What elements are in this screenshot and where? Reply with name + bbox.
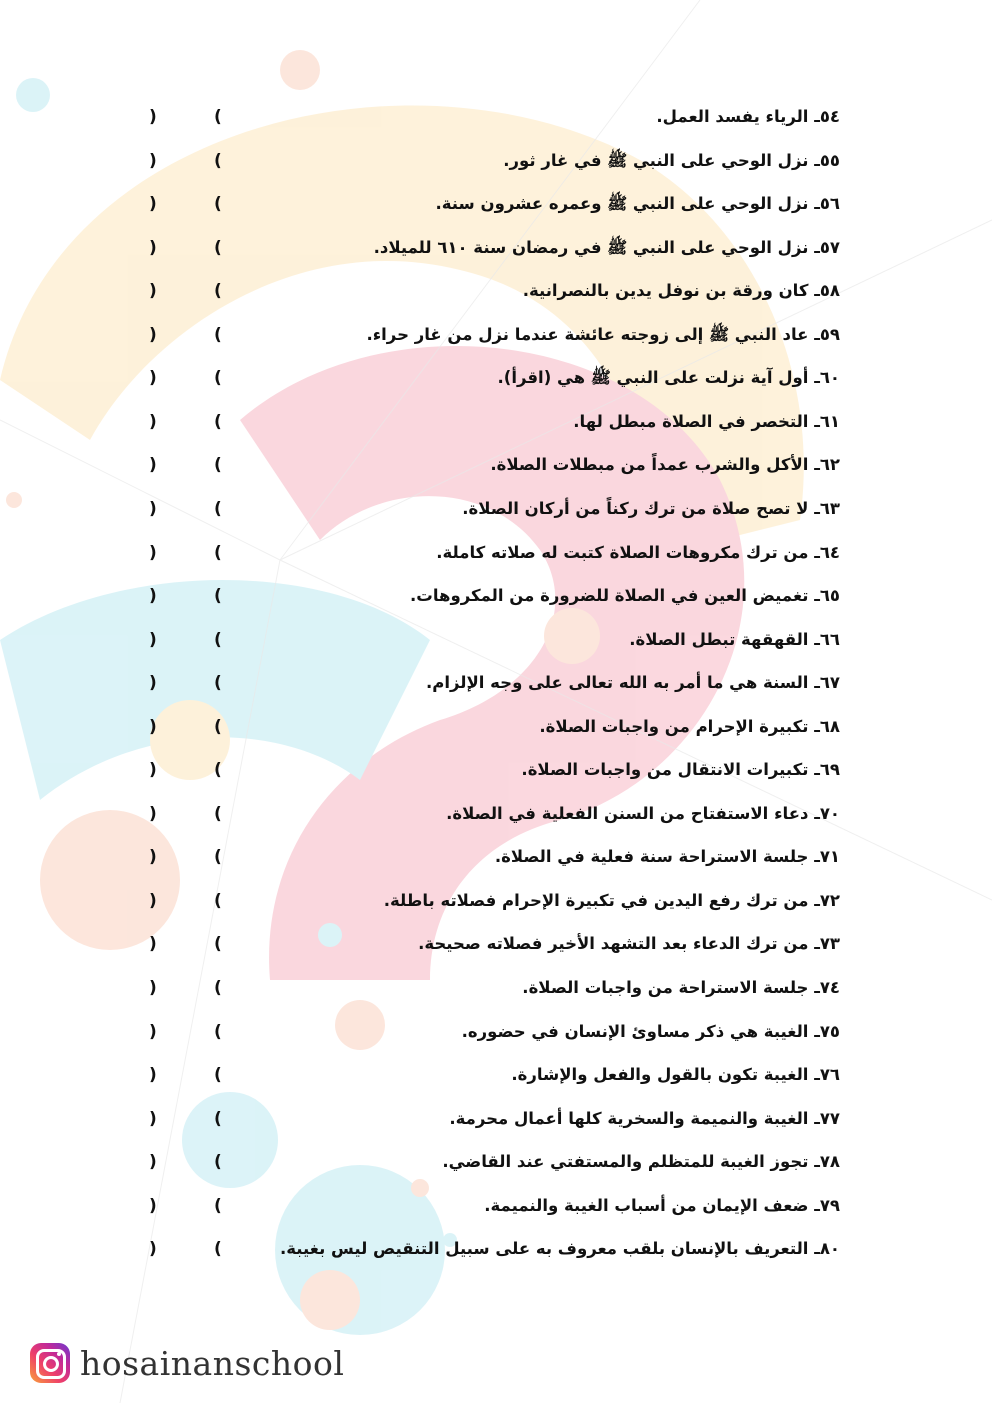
question-row — [0, 668, 992, 698]
question-statement: ٥٦ـ نزل الوحي على النبي ﷺ وعمره عشرون سنة. — [435, 194, 840, 213]
answer-close-paren: ) — [149, 194, 157, 214]
answer-open-paren: ( — [214, 1196, 222, 1216]
footer-brand — [30, 1338, 344, 1388]
answer-close-paren: ) — [149, 1109, 157, 1129]
question-text: تجوز الغيبة للمتظلم والمستفتي عند القاضي. — [442, 1152, 809, 1171]
answer-blank[interactable] — [160, 146, 212, 176]
question-number: ٦١ — [819, 412, 840, 431]
question-statement: ٧١ـ جلسة الاستراحة سنة فعلية في الصلاة. — [494, 847, 840, 866]
question-row — [0, 1104, 992, 1134]
question-text: الغيبة تكون بالقول والفعل والإشارة. — [511, 1065, 809, 1084]
answer-open-paren: ( — [214, 760, 222, 780]
answer-close-paren: ) — [149, 891, 157, 911]
answer-close-paren: ) — [149, 325, 157, 345]
answer-open-paren: ( — [214, 1109, 222, 1129]
answer-close-paren: ) — [149, 673, 157, 693]
answer-blank[interactable] — [160, 1060, 212, 1090]
answer-blank[interactable] — [160, 886, 212, 916]
answer-open-paren: ( — [214, 1065, 222, 1085]
question-statement: ٦٦ـ القهقهة تبطل الصلاة. — [629, 630, 840, 649]
question-statement: ٨٠ـ التعريف بالإنسان بلقب معروف به على سبيل التنقيص ليس بغيبة. — [280, 1239, 840, 1258]
question-statement: ٧٠ـ دعاء الاستفتاح من السنن الفعلية في الصلاة. — [446, 804, 840, 823]
answer-open-paren: ( — [214, 238, 222, 258]
answer-open-paren: ( — [214, 499, 222, 519]
answer-open-paren: ( — [214, 325, 222, 345]
question-number: ٥٦ — [819, 194, 840, 213]
answer-blank[interactable] — [160, 929, 212, 959]
question-number: ٨٠ — [819, 1239, 840, 1258]
question-number: ٧٤ — [819, 978, 840, 997]
answer-blank[interactable] — [160, 625, 212, 655]
question-row — [0, 494, 992, 524]
answer-open-paren: ( — [214, 978, 222, 998]
question-row — [0, 1191, 992, 1221]
question-row — [0, 625, 992, 655]
question-statement: ٧٩ـ ضعف الإيمان من أسباب الغيبة والنميمة. — [484, 1196, 840, 1215]
question-statement: ٧٥ـ الغيبة هي ذكر مساوئ الإنسان في حضوره. — [461, 1022, 840, 1041]
answer-close-paren: ) — [149, 978, 157, 998]
answer-open-paren: ( — [214, 630, 222, 650]
answer-close-paren: ) — [149, 1022, 157, 1042]
question-statement: ٦٠ـ أول آية نزلت على النبي ﷺ هي (اقرأ). — [497, 368, 840, 387]
answer-close-paren: ) — [149, 934, 157, 954]
question-statement: ٦٧ـ السنة هي ما أمر به الله تعالى على وجه الإلزام. — [426, 673, 840, 692]
answer-close-paren: ) — [149, 1065, 157, 1085]
question-row — [0, 189, 992, 219]
answer-open-paren: ( — [214, 673, 222, 693]
answer-blank[interactable] — [160, 102, 212, 132]
answer-open-paren: ( — [214, 891, 222, 911]
answer-blank[interactable] — [160, 712, 212, 742]
question-row — [0, 929, 992, 959]
answer-blank[interactable] — [160, 189, 212, 219]
answer-open-paren: ( — [214, 1152, 222, 1172]
answer-open-paren: ( — [214, 934, 222, 954]
question-text: أول آية نزلت على النبي ﷺ هي (اقرأ). — [497, 368, 809, 387]
question-statement: ٧٤ـ جلسة الاستراحة من واجبات الصلاة. — [522, 978, 840, 997]
question-number: ٦٩ — [819, 760, 840, 779]
question-number: ٦٢ — [819, 455, 840, 474]
question-number: ٦٥ — [819, 586, 840, 605]
answer-close-paren: ) — [149, 543, 157, 563]
answer-close-paren: ) — [149, 804, 157, 824]
question-row — [0, 973, 992, 1003]
question-text: تكبيرة الإحرام من واجبات الصلاة. — [539, 717, 809, 736]
answer-open-paren: ( — [214, 412, 222, 432]
answer-open-paren: ( — [214, 543, 222, 563]
question-text: القهقهة تبطل الصلاة. — [629, 630, 809, 649]
question-row — [0, 1060, 992, 1090]
question-row — [0, 842, 992, 872]
answer-blank[interactable] — [160, 363, 212, 393]
answer-open-paren: ( — [214, 194, 222, 214]
question-row — [0, 276, 992, 306]
question-number: ٧٩ — [819, 1196, 840, 1215]
question-text: ضعف الإيمان من أسباب الغيبة والنميمة. — [484, 1196, 809, 1215]
question-text: من ترك رفع اليدين في تكبيرة الإحرام فصلاته باطلة. — [383, 891, 809, 910]
brand-handle: hosainanschool — [80, 1343, 345, 1383]
answer-blank[interactable] — [160, 320, 212, 350]
answer-close-paren: ) — [149, 368, 157, 388]
question-row — [0, 538, 992, 568]
question-statement: ٦٩ـ تكبيرات الانتقال من واجبات الصلاة. — [521, 760, 840, 779]
answer-close-paren: ) — [149, 499, 157, 519]
answer-blank[interactable] — [160, 581, 212, 611]
answer-open-paren: ( — [214, 368, 222, 388]
question-row — [0, 363, 992, 393]
answer-open-paren: ( — [214, 717, 222, 737]
question-number: ٥٩ — [819, 325, 840, 344]
question-number: ٦٣ — [819, 499, 840, 518]
question-text: كان ورقة بن نوفل يدين بالنصرانية. — [522, 281, 809, 300]
answer-blank[interactable] — [160, 1191, 212, 1221]
question-row — [0, 233, 992, 263]
question-text: السنة هي ما أمر به الله تعالى على وجه الإلزام. — [426, 673, 809, 692]
answer-close-paren: ) — [149, 586, 157, 606]
question-statement: ٦١ـ التخصر في الصلاة مبطل لها. — [573, 412, 840, 431]
question-text: الأكل والشرب عمداً من مبطلات الصلاة. — [490, 455, 809, 474]
answer-open-paren: ( — [214, 1022, 222, 1042]
answer-blank[interactable] — [160, 450, 212, 480]
question-text: جلسة الاستراحة من واجبات الصلاة. — [522, 978, 809, 997]
answer-open-paren: ( — [214, 804, 222, 824]
answer-open-paren: ( — [214, 281, 222, 301]
question-row — [0, 1017, 992, 1047]
answer-blank[interactable] — [160, 842, 212, 872]
question-statement: ٥٩ـ عاد النبي ﷺ إلى زوجته عائشة عندما نزل من غار حراء. — [366, 325, 840, 344]
question-statement: ٦٨ـ تكبيرة الإحرام من واجبات الصلاة. — [539, 717, 840, 736]
answer-blank[interactable] — [160, 799, 212, 829]
answer-open-paren: ( — [214, 847, 222, 867]
question-row — [0, 755, 992, 785]
question-number: ٧٦ — [819, 1065, 840, 1084]
question-number: ٧٧ — [819, 1109, 840, 1128]
answer-close-paren: ) — [149, 238, 157, 258]
answer-close-paren: ) — [149, 1152, 157, 1172]
question-text: نزل الوحي على النبي ﷺ في رمضان سنة ٦١٠ للميلاد. — [373, 238, 809, 257]
question-row — [0, 146, 992, 176]
question-statement: ٧٦ـ الغيبة تكون بالقول والفعل والإشارة. — [511, 1065, 840, 1084]
question-statement: ٦٣ـ لا تصح صلاة من ترك ركناً من أركان الصلاة. — [462, 499, 840, 518]
question-statement: ٧٧ـ الغيبة والنميمة والسخرية كلها أعمال محرمة. — [449, 1109, 840, 1128]
question-text: من ترك الدعاء بعد التشهد الأخير فصلاته صحيحة. — [418, 934, 809, 953]
question-row — [0, 712, 992, 742]
answer-blank[interactable] — [160, 1234, 212, 1264]
question-text: نزل الوحي على النبي ﷺ وعمره عشرون سنة. — [435, 194, 809, 213]
question-number: ٧٢ — [819, 891, 840, 910]
answer-close-paren: ) — [149, 847, 157, 867]
question-statement: ٥٧ـ نزل الوحي على النبي ﷺ في رمضان سنة ٦١٠ للميلاد. — [373, 238, 840, 257]
question-statement: ٧٣ـ من ترك الدعاء بعد التشهد الأخير فصلاته صحيحة. — [418, 934, 840, 953]
question-text: الغيبة والنميمة والسخرية كلها أعمال محرمة. — [449, 1109, 809, 1128]
question-statement: ٦٢ـ الأكل والشرب عمداً من مبطلات الصلاة. — [490, 455, 840, 474]
answer-blank[interactable] — [160, 233, 212, 263]
answer-close-paren: ) — [149, 281, 157, 301]
answer-close-paren: ) — [149, 151, 157, 171]
answer-blank[interactable] — [160, 1104, 212, 1134]
answer-open-paren: ( — [214, 1239, 222, 1259]
answer-close-paren: ) — [149, 455, 157, 475]
answer-blank[interactable] — [160, 1017, 212, 1047]
answer-open-paren: ( — [214, 107, 222, 127]
answer-close-paren: ) — [149, 107, 157, 127]
instagram-icon — [30, 1343, 70, 1383]
question-text: تكبيرات الانتقال من واجبات الصلاة. — [521, 760, 809, 779]
question-row — [0, 102, 992, 132]
question-number: ٦٧ — [819, 673, 840, 692]
question-text: عاد النبي ﷺ إلى زوجته عائشة عندما نزل من غار حراء. — [366, 325, 809, 344]
question-statement: ٥٨ـ كان ورقة بن نوفل يدين بالنصرانية. — [522, 281, 840, 300]
question-row — [0, 320, 992, 350]
answer-close-paren: ) — [149, 412, 157, 432]
question-text: جلسة الاستراحة سنة فعلية في الصلاة. — [494, 847, 809, 866]
question-number: ٥٤ — [819, 107, 840, 126]
answer-blank[interactable] — [160, 1147, 212, 1177]
question-number: ٧٥ — [819, 1022, 840, 1041]
question-statement: ٦٤ـ من ترك مكروهات الصلاة كتبت له صلاته كاملة. — [436, 543, 840, 562]
answer-close-paren: ) — [149, 1239, 157, 1259]
answer-close-paren: ) — [149, 1196, 157, 1216]
question-number: ٦٤ — [819, 543, 840, 562]
question-row — [0, 450, 992, 480]
question-text: نزل الوحي على النبي ﷺ في غار ثور. — [503, 151, 809, 170]
question-text: الرياء يفسد العمل. — [656, 107, 809, 126]
question-number: ٧١ — [819, 847, 840, 866]
question-row — [0, 1147, 992, 1177]
question-text: من ترك مكروهات الصلاة كتبت له صلاته كاملة. — [436, 543, 809, 562]
answer-blank[interactable] — [160, 494, 212, 524]
question-statement: ٦٥ـ تغميض العين في الصلاة للضرورة من المكروهات. — [410, 586, 840, 605]
answer-blank[interactable] — [160, 407, 212, 437]
question-text: تغميض العين في الصلاة للضرورة من المكروهات. — [410, 586, 809, 605]
answer-blank[interactable] — [160, 755, 212, 785]
question-row — [0, 886, 992, 916]
question-statement: ٥٤ـ الرياء يفسد العمل. — [656, 107, 840, 126]
question-row — [0, 799, 992, 829]
question-number: ٧٠ — [819, 804, 840, 823]
question-text: لا تصح صلاة من ترك ركناً من أركان الصلاة. — [462, 499, 809, 518]
answer-blank[interactable] — [160, 538, 212, 568]
question-row — [0, 1234, 992, 1264]
answer-open-paren: ( — [214, 586, 222, 606]
question-number: ٥٨ — [819, 281, 840, 300]
answer-blank[interactable] — [160, 276, 212, 306]
question-statement: ٧٢ـ من ترك رفع اليدين في تكبيرة الإحرام فصلاته باطلة. — [383, 891, 840, 910]
answer-blank[interactable] — [160, 668, 212, 698]
answer-open-paren: ( — [214, 455, 222, 475]
answer-open-paren: ( — [214, 151, 222, 171]
answer-close-paren: ) — [149, 630, 157, 650]
question-number: ٦٦ — [819, 630, 840, 649]
answer-blank[interactable] — [160, 973, 212, 1003]
question-number: ٧٨ — [819, 1152, 840, 1171]
question-text: التعريف بالإنسان بلقب معروف به على سبيل التنقيص ليس بغيبة. — [280, 1239, 809, 1258]
question-number: ٦٨ — [819, 717, 840, 736]
question-text: التخصر في الصلاة مبطل لها. — [573, 412, 809, 431]
question-text: الغيبة هي ذكر مساوئ الإنسان في حضوره. — [461, 1022, 809, 1041]
question-number: ٦٠ — [819, 368, 840, 387]
question-text: دعاء الاستفتاح من السنن الفعلية في الصلاة. — [446, 804, 809, 823]
answer-close-paren: ) — [149, 717, 157, 737]
question-number: ٥٥ — [819, 151, 840, 170]
answer-close-paren: ) — [149, 760, 157, 780]
question-statement: ٥٥ـ نزل الوحي على النبي ﷺ في غار ثور. — [503, 151, 840, 170]
question-number: ٥٧ — [819, 238, 840, 257]
question-statement: ٧٨ـ تجوز الغيبة للمتظلم والمستفتي عند القاضي. — [442, 1152, 840, 1171]
question-row — [0, 581, 992, 611]
question-number: ٧٣ — [819, 934, 840, 953]
question-row — [0, 407, 992, 437]
